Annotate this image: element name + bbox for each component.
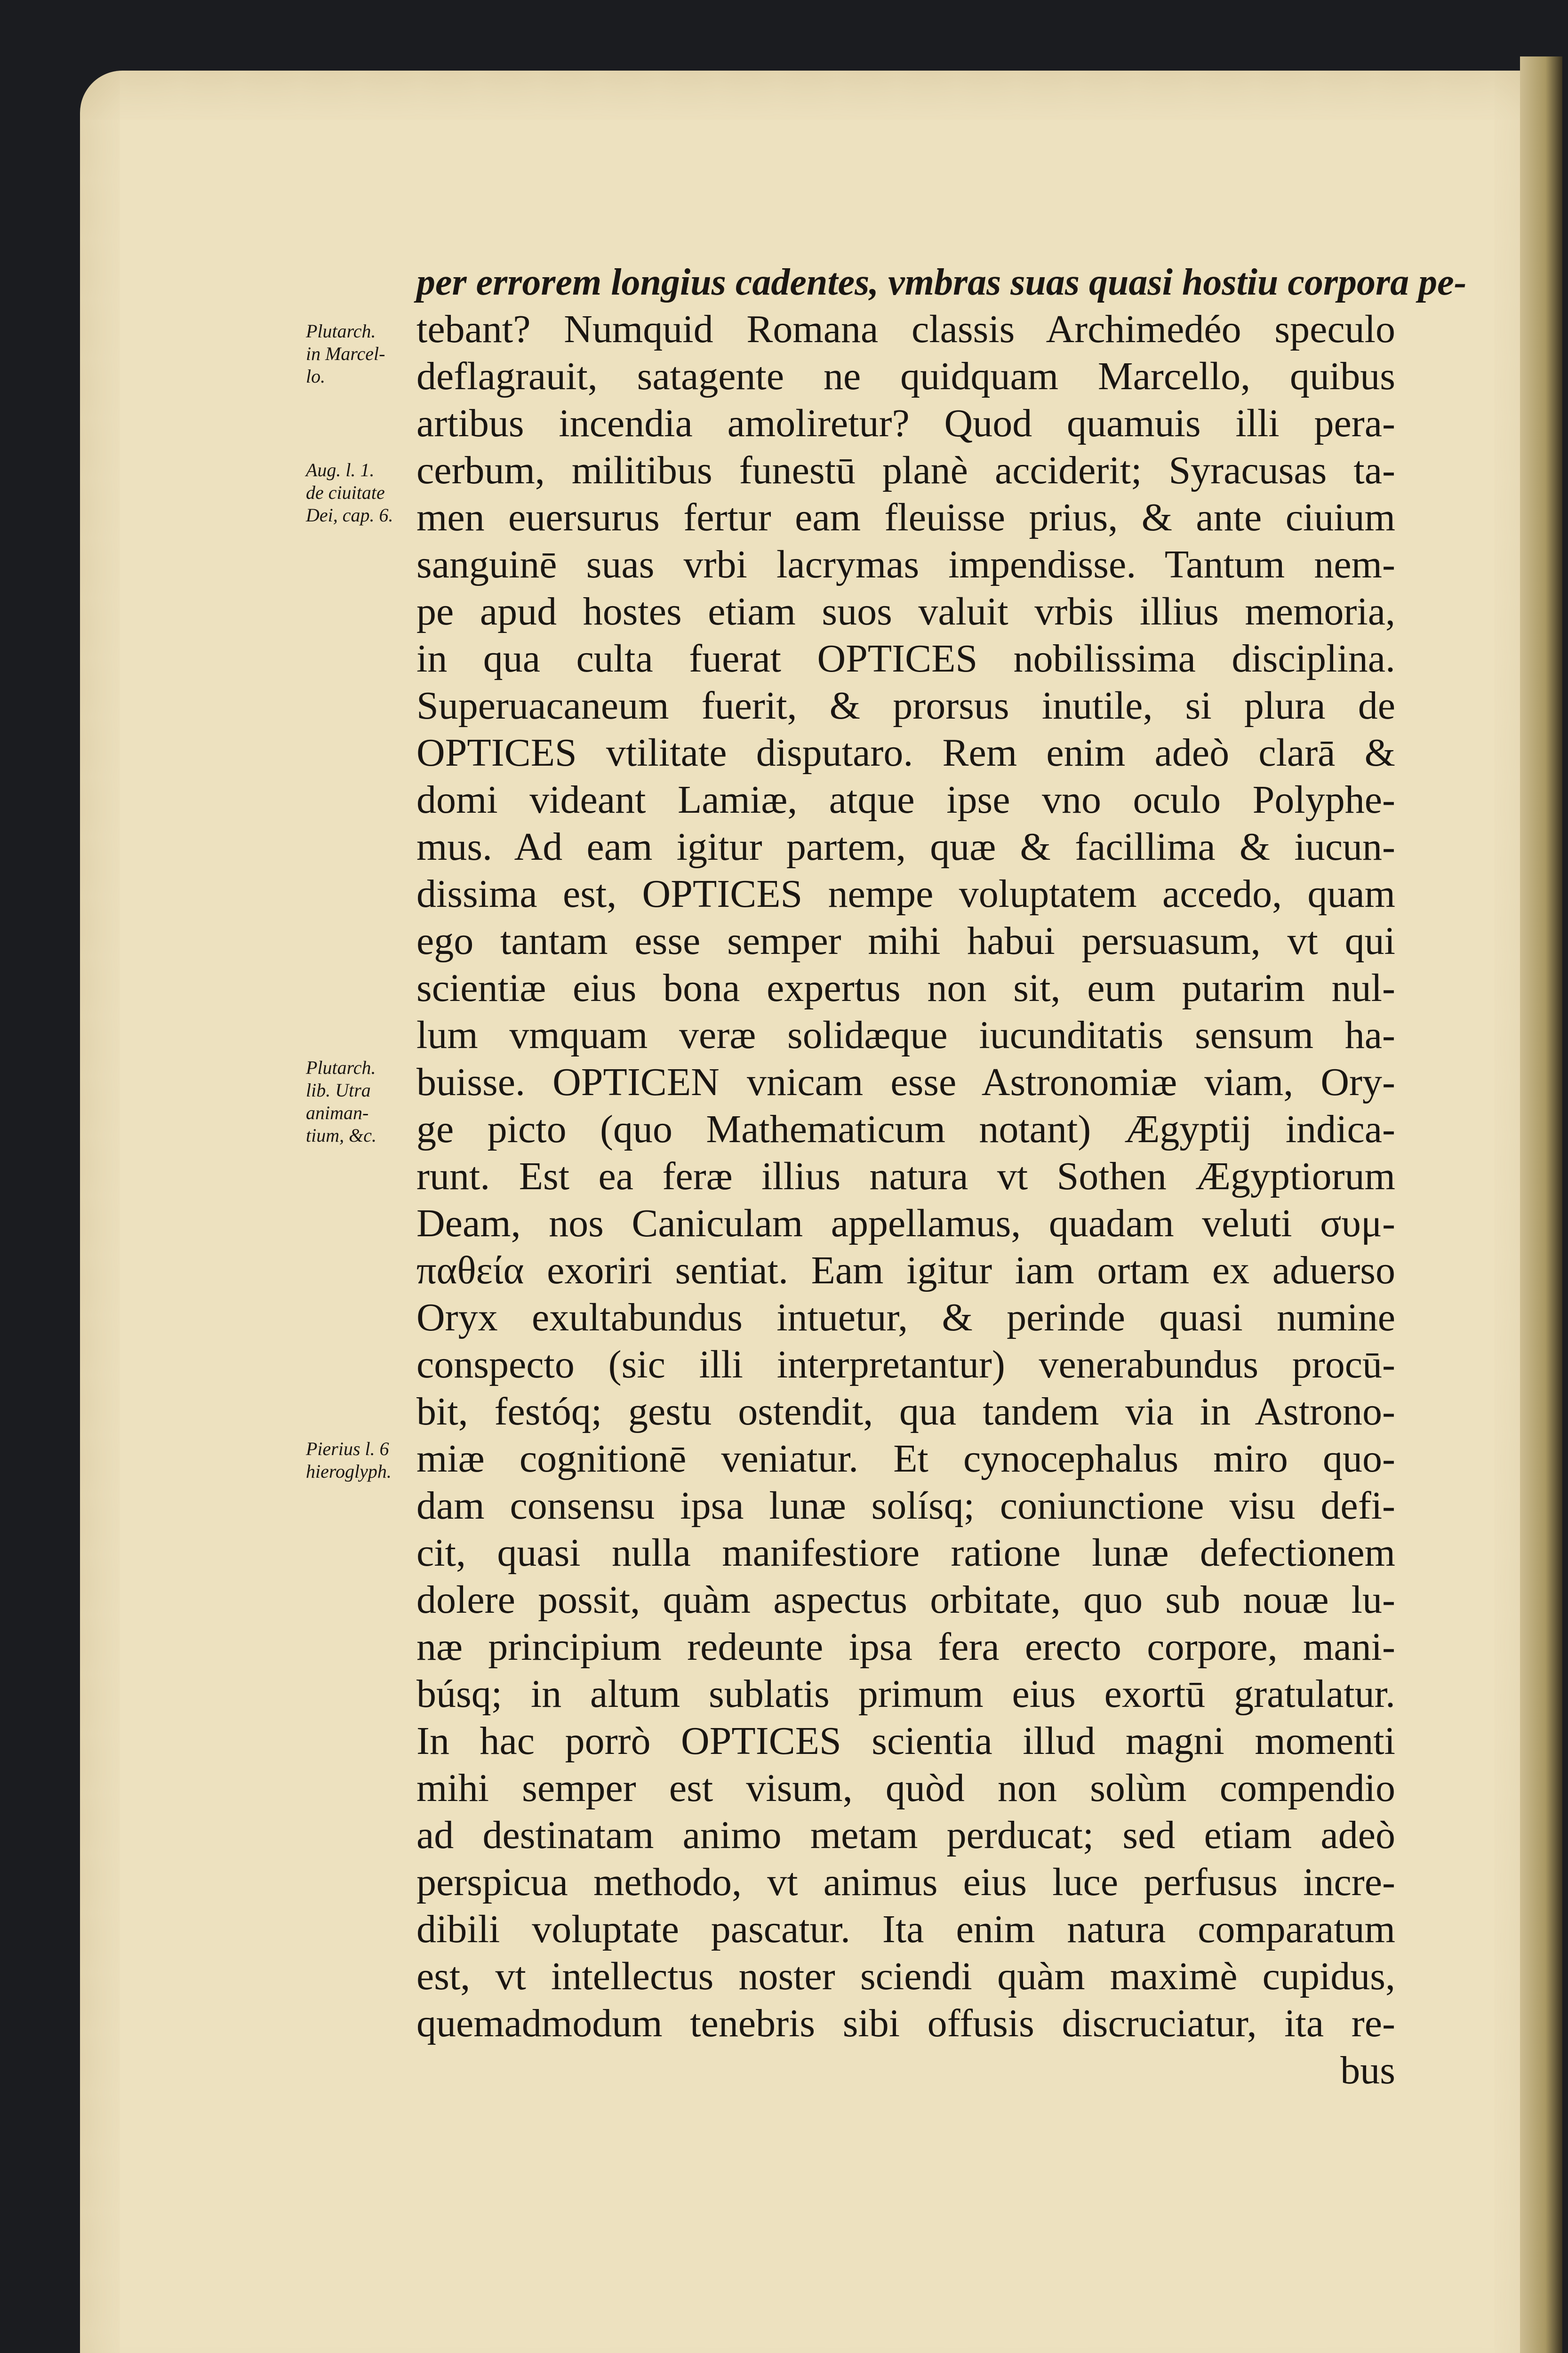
- text-line: per errorem longius cadentes, vmbras suas quasi hostiu corpora pe-: [416, 262, 1467, 303]
- text-line: scientiæ eius bona expertus non sit, eum putarim nul-: [416, 966, 1395, 1010]
- marginal-note: Plutarch. lib. Utra animan- tium, &c.: [306, 1057, 376, 1146]
- text-line: deflagrauit, satagente ne quidquam Marcello, quibus: [416, 354, 1395, 398]
- text-line: Deam, nos Caniculam appellamus, quadam veluti συμ-: [416, 1201, 1395, 1245]
- text-line: OPTICES vtilitate disputaro. Rem enim adeò clarā &: [416, 731, 1395, 775]
- text-line: quemadmodum tenebris sibi offusis discruciatur, ita re-: [416, 2001, 1395, 2045]
- text-line: ego tantam esse semper mihi habui persuasum, vt qui: [416, 919, 1395, 963]
- text-line: mus. Ad eam igitur partem, quæ & facillima & iucun-: [416, 825, 1395, 869]
- catchword: bus: [1340, 2049, 1395, 2092]
- text-line: conspecto (sic illi interpretantur) venerabundus procū-: [416, 1343, 1395, 1386]
- text-line: buisse. OPTICEN vnicam esse Astronomiæ viam, Ory-: [416, 1060, 1395, 1104]
- text-line: Superuacaneum fuerit, & prorsus inutile, si plura de: [416, 684, 1395, 728]
- text-line: domi videant Lamiæ, atque ipse vno oculo Polyphe-: [416, 778, 1395, 822]
- text-line: cerbum, militibus funestū planè acciderit; Syracusas ta-: [416, 448, 1395, 492]
- text-line: sanguinē suas vrbi lacrymas impendisse. Tantum nem-: [416, 543, 1395, 586]
- marginal-note: Pierius l. 6 hieroglyph.: [306, 1438, 392, 1482]
- text-line: næ principium redeunte ipsa fera erecto corpore, mani-: [416, 1625, 1395, 1669]
- text-line: mihi semper est visum, quòd non solùm compendio: [416, 1766, 1395, 1810]
- marginal-note: Plutarch. in Marcel- lo.: [306, 320, 385, 387]
- text-line: cit, quasi nulla manifestiore ratione lunæ defectionem: [416, 1531, 1395, 1575]
- text-line: pe apud hostes etiam suos valuit vrbis illius memoria,: [416, 590, 1395, 633]
- text-line: men euersurus fertur eam fleuisse prius, & ante ciuium: [416, 496, 1395, 539]
- text-line: est, vt intellectus noster sciendi quàm maximè cupidus,: [416, 1954, 1395, 1998]
- text-line: Oryx exultabundus intuetur, & perinde quasi numine: [416, 1296, 1395, 1339]
- book-gutter: [1520, 56, 1562, 2353]
- text-line: bit, festóq; gestu ostendit, qua tandem via in Astrono-: [416, 1390, 1395, 1433]
- text-line: dissima est, OPTICES nempe voluptatem accedo, quam: [416, 872, 1395, 916]
- text-line: In hac porrò OPTICES scientia illud magni momenti: [416, 1719, 1395, 1763]
- text-line: ad destinatam animo metam perducat; sed etiam adeò: [416, 1813, 1395, 1857]
- text-line: lum vmquam veræ solidæque iucunditatis sensum ha-: [416, 1013, 1395, 1057]
- text-line: tebant? Numquid Romana classis Archimedéo speculo: [416, 307, 1395, 351]
- text-line: dibili voluptate pascatur. Ita enim natura comparatum: [416, 1907, 1395, 1951]
- text-line: artibus incendia amoliretur? Quod quamuis illi pera-: [416, 401, 1395, 445]
- text-line: dam consensu ipsa lunæ solísq; coniunctione visu defi-: [416, 1484, 1395, 1528]
- text-line: dolere possit, quàm aspectus orbitate, quo sub nouæ lu-: [416, 1578, 1395, 1622]
- text-line: perspicua methodo, vt animus eius luce perfusus incre-: [416, 1860, 1395, 1904]
- text-line: búsq; in altum sublatis primum eius exortū gratulatur.: [416, 1672, 1395, 1716]
- marginal-note: Aug. l. 1. de ciuitate Dei, cap. 6.: [306, 459, 393, 526]
- text-line: ge picto (quo Mathematicum notant) Ægyptij indica-: [416, 1107, 1395, 1151]
- text-line: runt. Est ea feræ illius natura vt Sothen Ægyptiorum: [416, 1154, 1395, 1198]
- text-line: in qua culta fuerat OPTICES nobilissima disciplina.: [416, 637, 1395, 680]
- text-line: παθεία exoriri sentiat. Eam igitur iam ortam ex aduerso: [416, 1249, 1395, 1292]
- text-line: miæ cognitionē veniatur. Et cynocephalus miro quo-: [416, 1437, 1395, 1481]
